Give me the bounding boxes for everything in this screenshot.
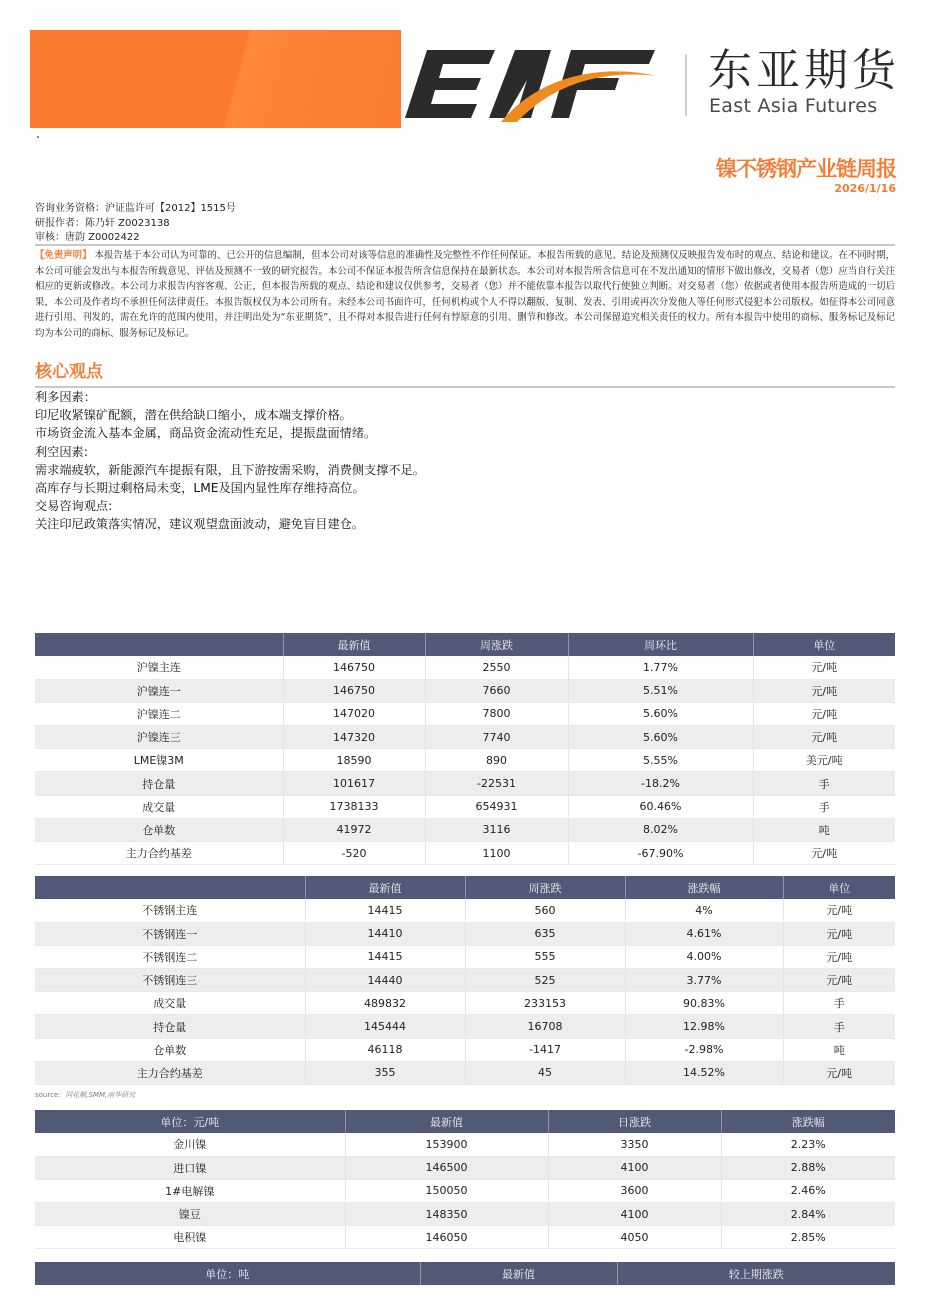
cell: 1#电解镍	[35, 1179, 345, 1202]
table-row	[35, 1226, 895, 1249]
cell: 4%	[625, 899, 783, 922]
table-row	[35, 702, 895, 725]
cell: 成交量	[35, 992, 305, 1015]
cell: 元/吨	[783, 922, 895, 945]
cell: 5.60%	[568, 726, 753, 749]
cell: 14410	[305, 922, 465, 945]
report-date: 2026/1/16	[834, 182, 896, 195]
table-row	[35, 1038, 895, 1061]
cell: 14415	[305, 945, 465, 968]
cell: 沪镍连二	[35, 702, 283, 725]
view-line: 利空因素:	[35, 444, 88, 459]
cell: 153900	[345, 1133, 548, 1156]
cell: 成交量	[35, 795, 283, 818]
table-header-row	[35, 1110, 895, 1133]
cell: 美元/吨	[753, 749, 895, 772]
cell: 5.55%	[568, 749, 753, 772]
column-header: 单位	[783, 876, 895, 899]
report-meta	[35, 202, 236, 246]
table-row	[35, 679, 895, 702]
table-row	[35, 922, 895, 945]
column-header: 单位：元/吨	[35, 1110, 345, 1133]
cell: 233153	[465, 992, 625, 1015]
cell: 持仓量	[35, 1015, 305, 1038]
column-header: 涨跌幅	[625, 876, 783, 899]
cell: 4100	[548, 1156, 721, 1179]
cell: 电积镍	[35, 1226, 345, 1249]
nickel-futures-table	[35, 633, 895, 865]
cell: 吨	[783, 1038, 895, 1061]
company-name-cn: 东亚期货	[708, 45, 900, 96]
table-header-row	[35, 633, 895, 656]
table-row	[35, 1156, 895, 1179]
cell: 1100	[425, 842, 568, 865]
table-row	[35, 656, 895, 679]
author-line: 研报作者：陈乃轩 Z0023138	[35, 217, 170, 229]
cell: 沪镍主连	[35, 656, 283, 679]
stainless-futures-table	[35, 876, 895, 1085]
reviewer-line: 审核：唐韵 Z0002422	[35, 232, 140, 243]
table-row	[35, 842, 895, 865]
cell: LME镍3M	[35, 749, 283, 772]
cell: 1.77%	[568, 656, 753, 679]
cell: 147320	[283, 726, 425, 749]
cell: 654931	[425, 795, 568, 818]
cell: 525	[465, 969, 625, 992]
column-header: 周环比	[568, 633, 753, 656]
column-header: 最新值	[283, 633, 425, 656]
cell: -18.2%	[568, 772, 753, 795]
disclaimer-text: 本报告基于本公司认为可靠的、已公开的信息编制，但本公司对该等信息的准确性及完整性不作任何保证。本报告所载的意见、结论及预测仅反映报告发布时的观点、结论和建议。在不同时期，本公司可能会发出与本报告所载意见、评估及预测不一致的研究报告。本公司不保证本报告所含信息保持在最新状态。本公司对本报告所含信息可在不发出通知的情形下做出修改，交易者（您）应当自行关注相应的更新或修改。本公司力求报告内容客观、公正，但本报告所载的观点、结论和建议仅供参考，交易者（您）并不能依靠本报告以取代行使独立判断。对交易者（您）依据或者使用本报告所造成的一切后果，本公司及作者均不承担任何法律责任。本报告版权仅为本公司所有。未经本公司书面许可，任何机构或个人不得以翻版、复制、发表、引用或再次分发他人等任何形式侵犯本公司版权。如征得本公司同意进行引用、刊发的，需在允许的范围内使用，并注明出处为“东亚期货”，且不得对本报告进行任何有悖原意的引用、删节和修改。本公司保留追究相关责任的权力。所有本报告中使用的商标、服务标记及标记均为本公司的商标、服务标记及标记。	[35, 250, 895, 339]
cell: 4.61%	[625, 922, 783, 945]
source-text: 同花顺,SMM,南华研究	[65, 1091, 136, 1099]
column-header: 最新值	[345, 1110, 548, 1133]
column-header	[35, 633, 283, 656]
cell: 3.77%	[625, 969, 783, 992]
cell: -520	[283, 842, 425, 865]
company-logo	[405, 40, 900, 125]
cell: 不锈钢主连	[35, 899, 305, 922]
cell: 5.60%	[568, 702, 753, 725]
cell: 45	[465, 1061, 625, 1084]
table-row	[35, 749, 895, 772]
cell: 元/吨	[753, 842, 895, 865]
cell: 560	[465, 899, 625, 922]
disclaimer	[35, 244, 895, 341]
cell: 3350	[548, 1133, 721, 1156]
cell: 2.23%	[721, 1133, 895, 1156]
cell: 41972	[283, 818, 425, 841]
license-line: 咨询业务资格：沪证监许可【2012】1515号	[35, 203, 236, 214]
company-name-en: East Asia Futures	[709, 95, 878, 117]
cell: 14.52%	[625, 1061, 783, 1084]
cell: 手	[783, 1015, 895, 1038]
cell: 3116	[425, 818, 568, 841]
cell: -1417	[465, 1038, 625, 1061]
cell: 4100	[548, 1203, 721, 1226]
source-note	[35, 1090, 135, 1100]
table-row	[35, 1133, 895, 1156]
cell: 沪镍连三	[35, 726, 283, 749]
view-line: 高库存与长期过剩格局未变，LME及国内显性库存维持高位。	[35, 481, 365, 496]
cell: 101617	[283, 772, 425, 795]
table-row	[35, 726, 895, 749]
logo-divider	[685, 54, 687, 116]
table-row	[35, 945, 895, 968]
cell: 不锈钢连一	[35, 922, 305, 945]
cell: 7740	[425, 726, 568, 749]
cell: 7660	[425, 679, 568, 702]
column-header: 最新值	[305, 876, 465, 899]
disclaimer-tag: 【免责声明】	[35, 250, 92, 261]
table-row	[35, 772, 895, 795]
cell: 4050	[548, 1226, 721, 1249]
spot-nickel-table	[35, 1110, 895, 1249]
cell: 148350	[345, 1203, 548, 1226]
cell: 147020	[283, 702, 425, 725]
cell: 146750	[283, 656, 425, 679]
table-row	[35, 899, 895, 922]
cell: 元/吨	[783, 945, 895, 968]
cell: 60.46%	[568, 795, 753, 818]
cell: -22531	[425, 772, 568, 795]
cell: 150050	[345, 1179, 548, 1202]
view-line: 交易咨询观点:	[35, 499, 113, 514]
cell: 2.84%	[721, 1203, 895, 1226]
cell: 元/吨	[783, 1061, 895, 1084]
cell: 手	[753, 772, 895, 795]
cell: 2.88%	[721, 1156, 895, 1179]
cell: 355	[305, 1061, 465, 1084]
eaf-logo-icon	[405, 40, 665, 125]
cell: 吨	[753, 818, 895, 841]
table-header-row	[35, 876, 895, 899]
cell: 7800	[425, 702, 568, 725]
cell: 主力合约基差	[35, 1061, 305, 1084]
inventory-table	[35, 1262, 895, 1285]
cell: 14440	[305, 969, 465, 992]
cell: 主力合约基差	[35, 842, 283, 865]
view-line: 需求端疲软，新能源汽车提振有限，且下游按需采购，消费侧支撑不足。	[35, 462, 425, 477]
cell: 进口镍	[35, 1156, 345, 1179]
table-row	[35, 818, 895, 841]
cell: 仓单数	[35, 1038, 305, 1061]
cell: 1738133	[283, 795, 425, 818]
cell: 635	[465, 922, 625, 945]
cell: 12.98%	[625, 1015, 783, 1038]
cell: 金川镍	[35, 1133, 345, 1156]
view-line: 印尼收紧镍矿配额，潜在供给缺口缩小，成本端支撑价格。	[35, 408, 352, 423]
table-row	[35, 1061, 895, 1084]
cell: 489832	[305, 992, 465, 1015]
cell: 8.02%	[568, 818, 753, 841]
cell: 46118	[305, 1038, 465, 1061]
cell: -2.98%	[625, 1038, 783, 1061]
column-header: 周涨跌	[425, 633, 568, 656]
cell: 146500	[345, 1156, 548, 1179]
cell: 元/吨	[783, 969, 895, 992]
report-title: 镍不锈钢产业链周报	[716, 157, 896, 181]
cell: 元/吨	[753, 726, 895, 749]
column-header: 涨跌幅	[721, 1110, 895, 1133]
cell: 4.00%	[625, 945, 783, 968]
cell: 90.83%	[625, 992, 783, 1015]
cell: 18590	[283, 749, 425, 772]
cell: 元/吨	[753, 702, 895, 725]
cell: 沪镍连一	[35, 679, 283, 702]
cell: 镍豆	[35, 1203, 345, 1226]
cell: 元/吨	[753, 679, 895, 702]
table-row	[35, 1179, 895, 1202]
cell: 不锈钢连三	[35, 969, 305, 992]
cell: 持仓量	[35, 772, 283, 795]
cell: 仓单数	[35, 818, 283, 841]
column-header: 单位：吨	[35, 1262, 420, 1285]
view-line: 关注印尼政策落实情况，建议观望盘面波动，避免盲目建仓。	[35, 517, 365, 532]
column-header: 单位	[753, 633, 895, 656]
table-row	[35, 992, 895, 1015]
cell: 890	[425, 749, 568, 772]
cell: 16708	[465, 1015, 625, 1038]
table-row	[35, 1203, 895, 1226]
header-banner	[30, 30, 401, 128]
cell: 5.51%	[568, 679, 753, 702]
table-row	[35, 795, 895, 818]
cell: 手	[753, 795, 895, 818]
dot-mark	[37, 136, 39, 138]
cell: 元/吨	[783, 899, 895, 922]
table-row	[35, 1015, 895, 1038]
column-header: 日涨跌	[548, 1110, 721, 1133]
cell: 不锈钢连二	[35, 945, 305, 968]
view-line: 市场资金流入基本金属，商品资金流动性充足，提振盘面情绪。	[35, 426, 377, 441]
cell: 3600	[548, 1179, 721, 1202]
cell: 2550	[425, 656, 568, 679]
cell: -67.90%	[568, 842, 753, 865]
cell: 手	[783, 992, 895, 1015]
cell: 146050	[345, 1226, 548, 1249]
table-row	[35, 969, 895, 992]
column-header: 较上期涨跌	[617, 1262, 895, 1285]
view-line: 利多因素：	[35, 390, 96, 404]
column-header: 最新值	[420, 1262, 617, 1285]
source-label: source：	[35, 1091, 66, 1099]
cell: 元/吨	[753, 656, 895, 679]
section-title-core-views: 核心观点	[35, 362, 103, 382]
core-views-list	[35, 388, 425, 534]
cell: 145444	[305, 1015, 465, 1038]
cell: 2.85%	[721, 1226, 895, 1249]
table-header-row	[35, 1262, 895, 1285]
cell: 146750	[283, 679, 425, 702]
column-header: 周涨跌	[465, 876, 625, 899]
column-header	[35, 876, 305, 899]
cell: 14415	[305, 899, 465, 922]
cell: 555	[465, 945, 625, 968]
cell: 2.46%	[721, 1179, 895, 1202]
